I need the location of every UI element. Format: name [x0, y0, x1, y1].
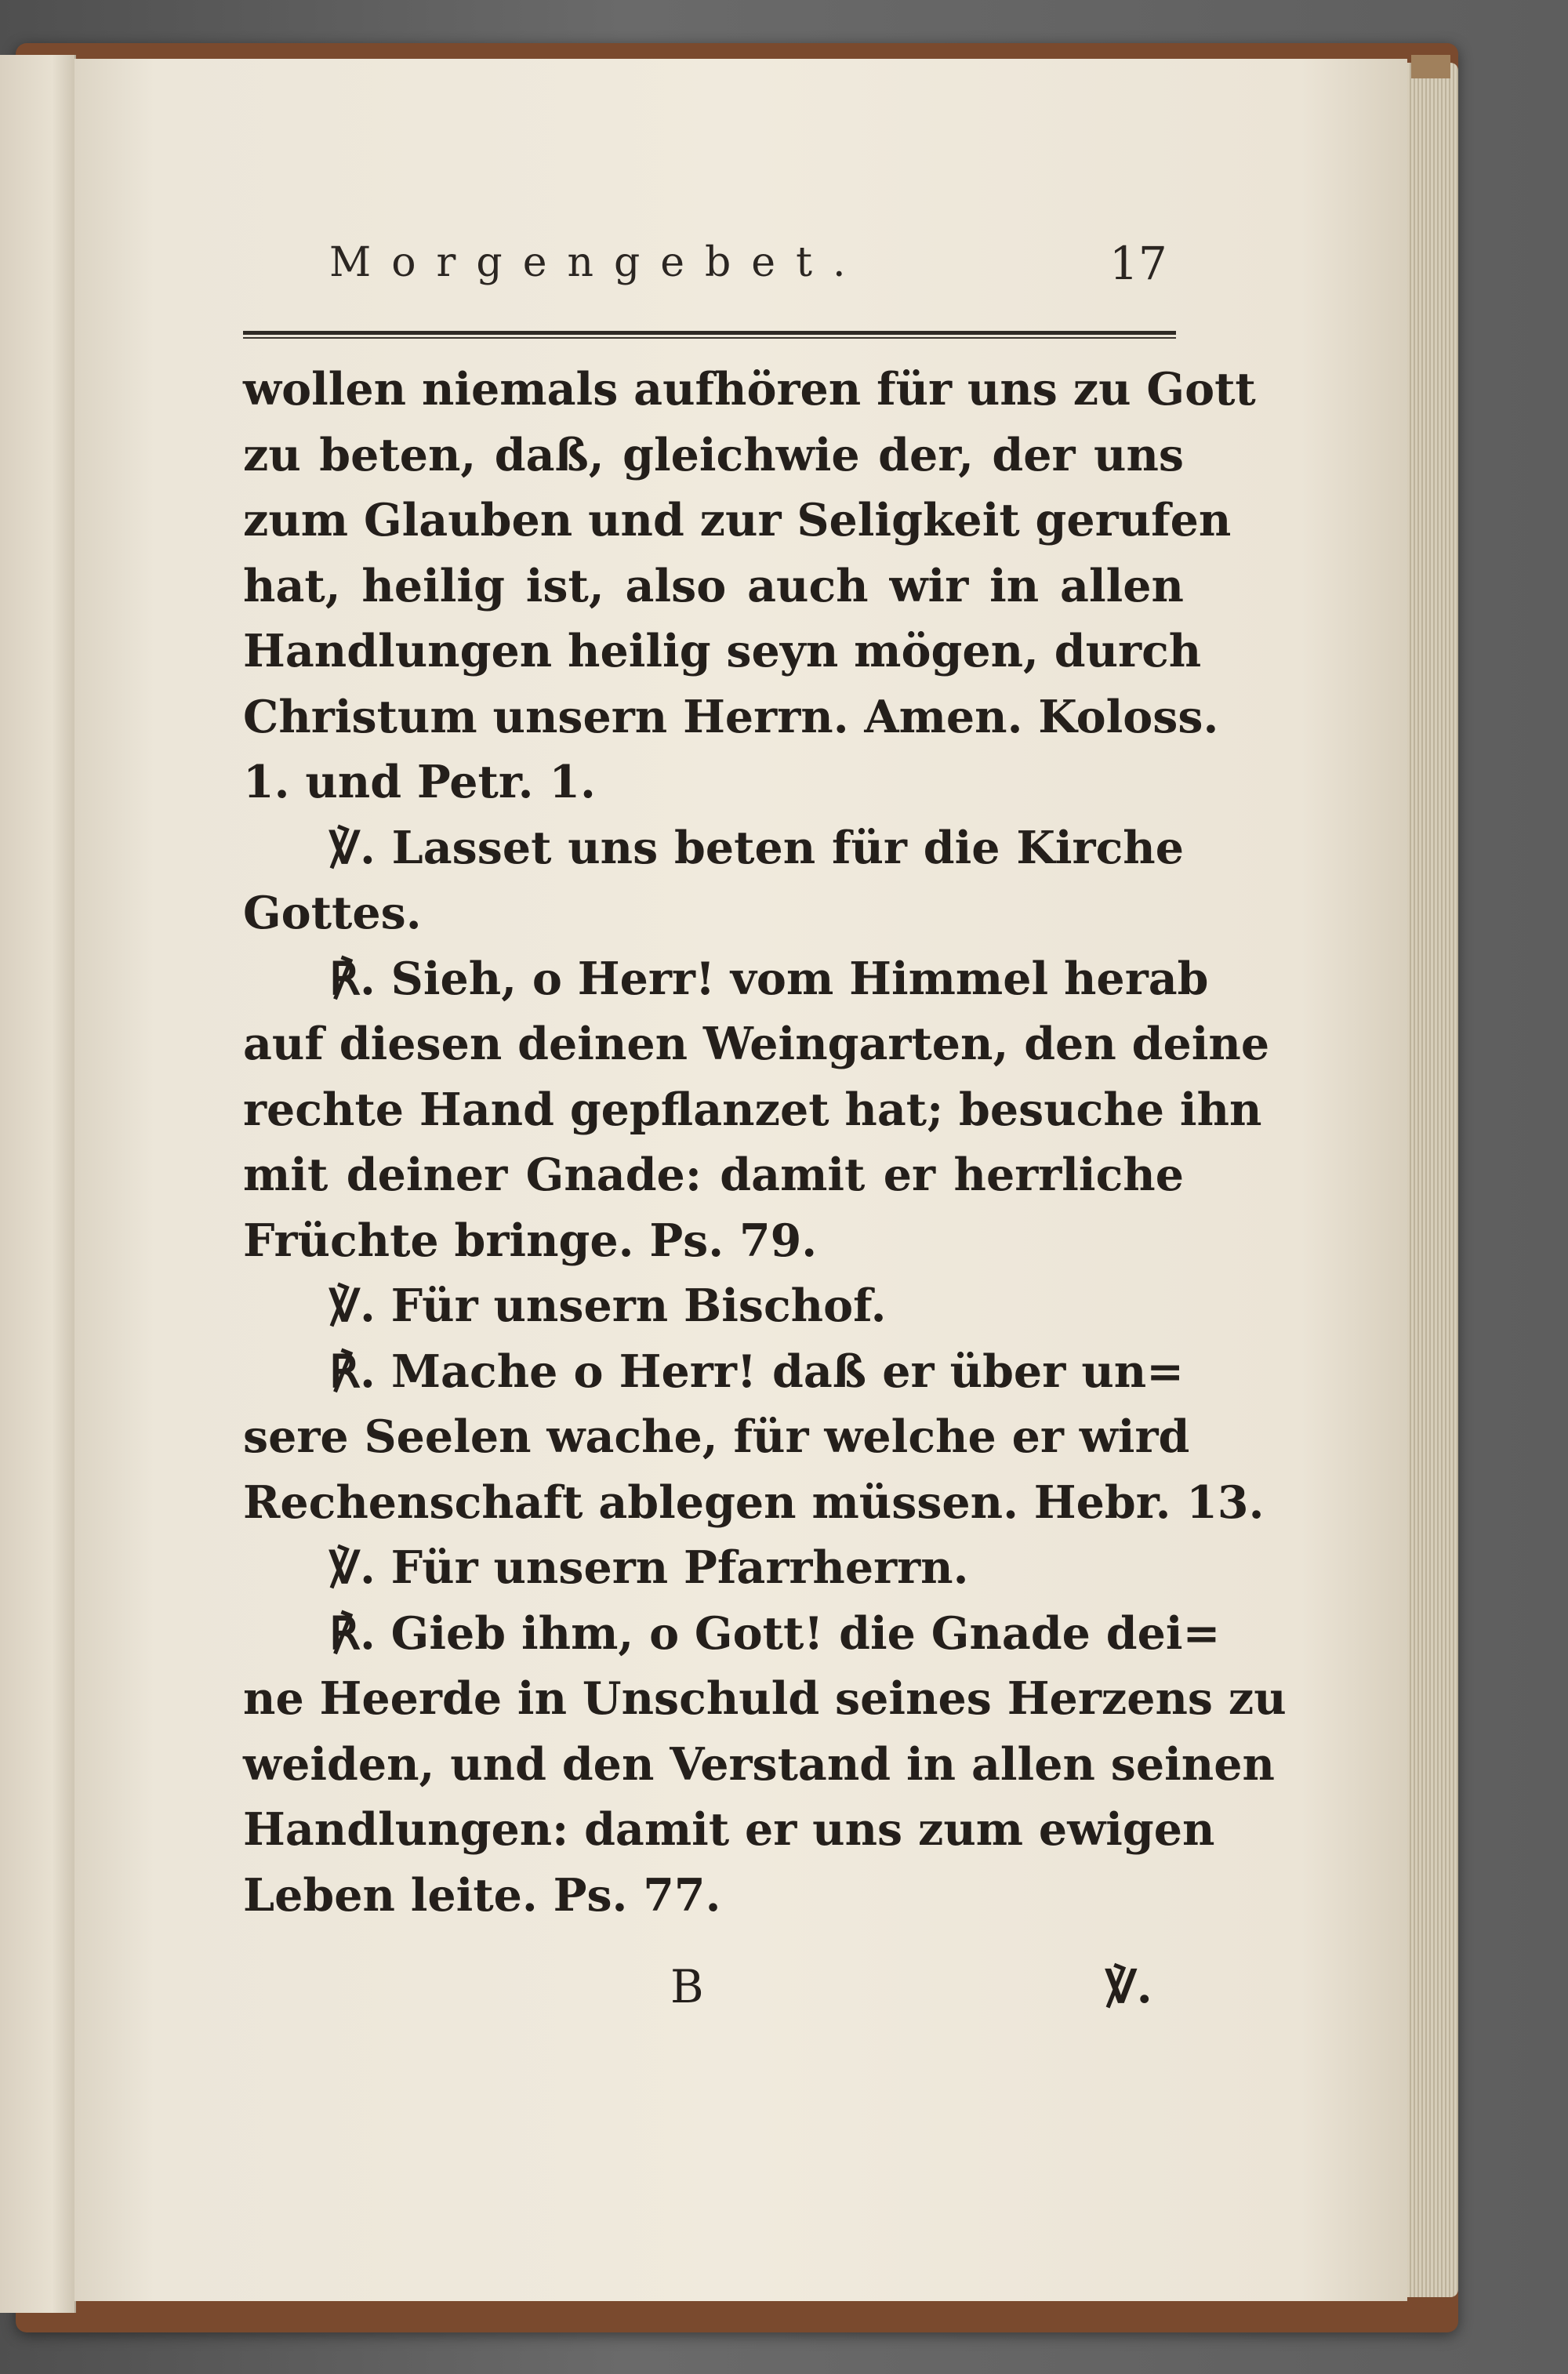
text-line: rechte Hand gepflanzet hat; besuche ihn [243, 1083, 1262, 1136]
text-line: auf diesen deinen Weingarten, den deine [243, 1018, 1270, 1070]
text-line: wollen niemals aufhören für uns zu Gott [243, 363, 1256, 416]
text-line: ℣. Für unsern Pfarrherrn. [329, 1541, 969, 1594]
text-line: weiden, und den Verstand in allen seinen [243, 1737, 1275, 1791]
running-title: Morgengebet. [329, 239, 866, 286]
signature-mark: B [670, 1960, 704, 2013]
text-line: mit deiner Gnade: damit er herrliche [243, 1149, 1184, 1201]
text-line: Leben leite. Ps. 77. [243, 1868, 721, 1922]
text-line: Gottes. [243, 887, 422, 939]
text-line: zum Glauben und zur Seligkeit gerufen [243, 494, 1232, 546]
body-text [243, 357, 1287, 1928]
text-line: hat, heilig ist, also auch wir in allen [243, 559, 1184, 612]
text-line: Handlungen: damit er uns zum ewigen [243, 1803, 1215, 1856]
text-line: ℟. Mache o Herr! daß er über un= [329, 1345, 1184, 1398]
page-number: 17 [1109, 237, 1167, 290]
text-line: Rechenschaft ablegen müssen. Hebr. 13. [243, 1476, 1265, 1529]
text-line: ne Heerde in Unschuld seines Herzens zu [243, 1672, 1287, 1725]
text-line: 1. und Petr. 1. [243, 756, 596, 808]
text-line: sere Seelen wache, für welche er wird [243, 1410, 1190, 1463]
text-line: Früchte bringe. Ps. 79. [243, 1214, 818, 1267]
left-facing-page [0, 55, 76, 2313]
text-line: Handlungen heilig seyn mögen, durch [243, 625, 1202, 677]
catchword: ℣. [1105, 1960, 1152, 2013]
header-rule-thin [243, 337, 1176, 339]
page-stack-top [1411, 55, 1450, 78]
text-line: ℣. Für unsern Bischof. [329, 1280, 887, 1332]
page-stack-edges [1403, 63, 1458, 2297]
header-rule [243, 328, 1176, 342]
text-line: ℣. Lasset uns beten für die Kirche [329, 821, 1184, 874]
text-line: zu beten, daß, gleichwie der, der uns [243, 428, 1184, 481]
header-rule-thick [243, 331, 1176, 335]
text-line: Christum unsern Herrn. Amen. Koloss. [243, 690, 1219, 743]
text-line: ℟. Sieh, o Herr! vom Himmel herab [329, 952, 1209, 1005]
text-line: ℟. Gieb ihm, o Gott! die Gnade dei= [329, 1606, 1221, 1660]
page-footer [243, 1960, 1184, 2031]
